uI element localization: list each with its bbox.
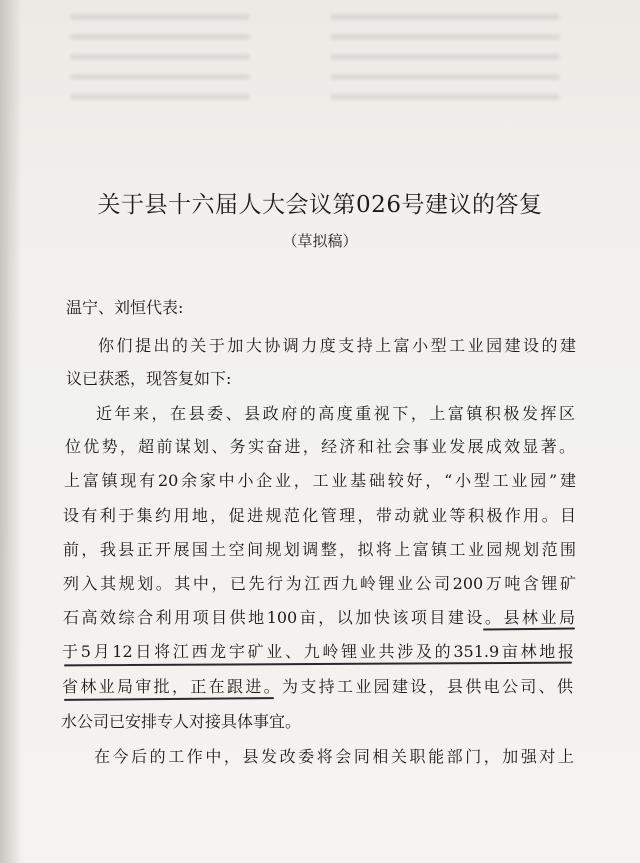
page-edge-shadow xyxy=(0,0,22,863)
body-line: 上富镇现有20余家中小企业，工业基础较好，“小型工业园”建 xyxy=(64,471,576,490)
document-subtitle: （草拟稿） xyxy=(282,232,358,250)
body-line: 省林业局审批，正在跟进。为支持工业园建设，县供电公司、供 xyxy=(62,677,573,696)
body-line: 议已获悉，现答复如下: xyxy=(66,369,232,388)
body-line: 在今后的工作中，县发改委将会同相关职能部门，加强对上 xyxy=(94,747,574,766)
body-line: 你们提出的关于加大协调力度支持上富小型工业园建设的建 xyxy=(98,336,576,355)
body-line: 位优势，超前谋划、务实奋进，经济和社会事业发展成效显著。 xyxy=(65,437,575,456)
bleed-through-marks xyxy=(330,0,560,150)
body-line: 列入其规划。其中，已先行为江西九岭锂业公司200万吨含锂矿 xyxy=(63,574,576,593)
body-line: 石高效综合利用项目供地100亩，以加快该项目建设。县林业局 xyxy=(63,608,575,627)
body-line: 水公司已安排专人对接具体事宜。 xyxy=(61,712,302,731)
handwritten-underline xyxy=(483,628,575,631)
body-line: 于5月12日将江西龙宇矿业、九岭锂业共涉及的351.9亩林地报 xyxy=(62,642,574,661)
body-line: 设有利于集约用地，促进规范化管理，带动就业等积极作用。目 xyxy=(63,506,576,525)
body-line: 前，我县正开展国土空间规划调整，拟将上富镇工业园规划范围 xyxy=(63,540,576,559)
document-title: 关于县十六届人大会议第026号建议的答复 xyxy=(97,192,543,218)
salutation: 温宁、刘恒代表: xyxy=(66,298,184,317)
body-line: 近年来，在县委、县政府的高度重视下，上富镇积极发挥区 xyxy=(96,404,575,423)
bleed-through-marks xyxy=(70,0,250,150)
